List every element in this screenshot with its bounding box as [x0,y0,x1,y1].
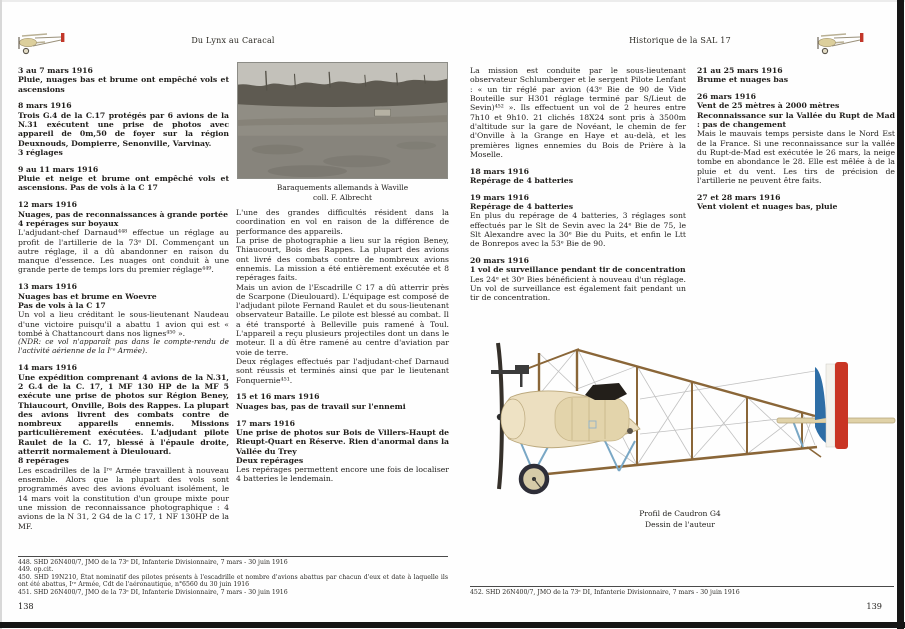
paragraph: Vent de 25 mètres à 2000 mètres [697,101,840,111]
paragraph: Nuages bas, pas de travail sur l'ennemi [236,401,406,411]
scan-edge-top [0,0,905,2]
date-heading: 12 mars 1916 [18,200,77,210]
date-heading: 13 mars 1916 [18,282,77,292]
left-page-header: Du Lynx au Caracal [191,36,275,45]
paragraph: 8 repérages [18,456,69,466]
right-page-footnotes [470,589,894,596]
photo-caption-line: coll. F. Albrecht [313,192,372,202]
paragraph: Nuages bas et brume en Woevre [18,291,157,301]
footnote-divider [470,586,894,587]
date-heading: 17 mars 1916 [236,418,295,428]
photo-caption [236,183,449,202]
right-page-number: 139 [866,601,882,611]
date-heading: 21 au 25 mars 1916 [697,66,783,75]
paragraph: Deux réglages effectués par l'adjudant-chef Darnaud sont réussis et terminés ainsi que par le lieutenant Fonquernie⁴⁵¹. [236,357,449,385]
footnote-line: 449. op.cit. [18,566,54,574]
date-heading: 20 mars 1916 [470,256,529,266]
paragraph: Un vol a lieu créditant le sous-lieutenant Naudeau d'une victoire puisqu'il a abattu 1 avion qui est « tombé à Chattancourt dans nos lignes⁴⁵⁰ ». [18,310,229,338]
paragraph: Vent violent et nuages bas, pluie [697,202,838,212]
caudron-g4-illustration [477,339,897,499]
paragraph: Deux repérages [236,455,304,465]
paragraph: L'une des grandes difficultés résident dans la coordination en vol en raison de la différence de performance des appareils. [236,208,449,236]
footnote-line: 448. SHD 26N400/7, JMO de la 73ᵉ DI, Infanterie Divisionnaire, 7 mars - 30 juin 1916 [18,559,288,566]
date-heading: 27 et 28 mars 1916 [697,192,781,202]
footnote-line: 450. SHD 19N210, État nominatif des pilotes présents à l'escadrille et nombre d'avions abattus par chacun d'eux et date à laquelle ils ont été abattus, Iʳᵉ Armée, Cdt de l'aéronautique, n°6560 du 30 juin 1916 [18,573,448,589]
right-page-column-1 [470,66,686,303]
left-page-column-2 [236,208,449,484]
scan-edge-left [0,0,2,629]
paragraph: 3 réglages [18,148,63,157]
paragraph: Nuages, pas de reconnaissances à grande portée [18,209,228,219]
cockpit [585,383,627,400]
paragraph: 1 vol de surveillance pendant tir de concentration [470,265,686,275]
landing-gear-wheel [521,466,547,492]
paragraph: Pluie et neige et brume ont empêché vols et ascensions. Pas de vols à la C 17 [18,174,229,193]
paragraph: L'adjudant-chef Darnaud⁴⁴⁸ effectue un réglage au profit de l'artillerie de la 73ᵉ DI. Commençant un autre réglage, il a dû abandonner en raison du manque d'essence. Les nuages ont conduit à une grande perte de temps lors du premier réglage⁴⁴⁹. [18,228,229,275]
date-heading: 14 mars 1916 [18,363,77,373]
date-heading: 9 au 11 mars 1916 [18,164,99,174]
date-heading: 15 et 16 mars 1916 [236,392,320,402]
footnote-line: 452. SHD 26N400/7, JMO de la 73ᵉ DI, Infanterie Divisionnaire, 7 mars - 30 juin 1916 [470,589,740,596]
paragraph: Reconnaissance sur la Vallée du Rupt de Mad : pas de changement [697,110,895,130]
left-page-column-1 [18,66,229,531]
paragraph: Trois G.4 de la C.17 protégés par 6 avions de la N.31 exécutent une prise de photos avec appareil de 0m,50 de foyer sur la région Deuxnouds, Dompierre, Senonville, Varvinay. [18,110,229,148]
paragraph: Les escadrilles de la Iʳᵉ Armée travaillent à nouveau ensemble. Alors que la plupart des vols sont programmés avec des avions évoluant isolément, le 14 mars voit la constitution d'un groupe mixte pour une mission de reconnaissance photographique : 4 avions de la N 31, 2 G4 de la C 17, 1 NF 130HP de la MF. [18,465,229,531]
footnote-divider [18,556,448,557]
right-page-column-2 [697,66,895,211]
date-heading: 19 mars 1916 [470,192,529,202]
left-page-footnotes [18,559,448,596]
date-heading: 3 au 7 mars 1916 [18,66,93,75]
photo-german-barracks-waville [237,62,448,179]
paragraph: En plus du repérage de 4 batteries, 3 réglages sont effectués par le Slt de Sevin avec la 24ᵉ Bie de 75, le Slt Alexandre avec la 30ᵉ Bie du Puits, et enfin le Ltt de Bonrepos avec la 53ᵉ Bie de 90. [470,211,686,249]
date-heading: 18 mars 1916 [470,166,529,176]
paragraph: 4 repérages sur boyaux [18,218,119,228]
nacelle [501,383,640,448]
paragraph: Mais le mauvais temps persiste dans le Nord Est de la France. Si une reconnaissance sur la vallée du Rupt-de-Mad est exécutée le 26 mars, la neige tombe en abondance le 28. Elle est mêlée à de la pluie et du vent. Les tirs de précision de l'artillerie ne peuvent être faits. [697,129,895,185]
left-page-number: 138 [18,601,34,611]
paragraph: Une expédition comprenant 4 avions de la N.31, 2 G.4 de la C. 17, 1 MF 130 HP de la MF 5 exécute une prise de photos sur Région Beney, Thiaucourt, Onville, Bois des Rappes. La plupart des avions livrent des combats contre de nombreux appareils ennemis. Missions particulièrement exécutées. L'adjudant pilote Raulet de la C. 17, blessé à l'épaule droite, atterrit normalement à Dieulouard. [18,372,229,457]
paragraph: Les repérages permettent encore une fois de localiser 4 batteries le lendemain. [236,465,449,484]
date-heading: 26 mars 1916 [697,92,756,102]
paragraph: Les 24ᵉ et 30ᵉ Bies bénéficient à nouveau d'un réglage. Un vol de surveillance est également fait pendant un tir de concentration. [470,274,686,303]
paragraph: Pas de vols à la C 17 [18,300,106,310]
rudder-tricolor [815,362,848,449]
illustration-caption-line: Profil de Caudron G4 [639,509,721,518]
paragraph: Mais un avion de l'Escadrille C 17 a dû atterrir près de Scarpone (Dieulouard). L'équipage est composé de l'adjudant pilote Fernand Raulet et du sous-lieutenant observateur Bataille. Le pilote est blessé au combat. Il a été transporté à Belleville puis ramené à Toul. L'appareil a reçu plusieurs projectiles dont un dans le moteur. Il a dû être ramené au centre d'aviation par voie de terre. [236,282,449,357]
paragraph: (NDR: ce vol n'apparaît pas dans le compte-rendu de l'activité aérienne de la Iʳᵉ Armée). [18,337,229,355]
illustration-caption [470,508,890,530]
machine-gun [491,365,529,387]
date-heading: 8 mars 1916 [18,101,72,111]
paragraph: Brume et nuages bas [697,75,789,85]
footnote-line: 451. SHD 26N400/7, JMO de la 73ᵉ DI, Infanterie Divisionnaire, 7 mars - 30 juin 1916 [18,588,288,596]
right-page-header: Historique de la SAL 17 [629,36,731,45]
paragraph: Repérage de 4 batteries [470,202,574,212]
scan-edge-bottom [0,622,905,628]
photo-caption-line: Baraquements allemands à Waville [276,183,409,192]
paragraph: Pluie, nuages bas et brume ont empêché vols et ascensions [18,75,229,94]
paragraph: La mission est conduite par le sous-lieutenant observateur Schlumberger et le sergent Pilote Lenfant : « un tir réglé par avion (43ᵉ Bie de 90 de Vide Bouteille sur H301 réglage terminé par S/Lieut de Sevin)⁴⁵² ». Ils effectuent un vol de 2 heures entre 7h10 et 9h10. 21 clichés 18X24 sont pris à 3500m d'altitude sur la gare de Novéant, le chemin de fer d'Onville à la Grange en Haye et au-delà, et les premières lignes ennemies du Bois de Prière à la Moselle. [470,66,686,159]
scan-edge-right [897,0,904,629]
paragraph: La prise de photographie a lieu sur la région Beney, Thiaucourt, Bois des Rappes. La plupart des avions ont livré des combats contre de nombreux avions ennemis. La mission a été entièrement exécutée et 8 repérages faits. [236,235,449,283]
paragraph: Une prise de photos sur Bois de Villers-Haupt de Rieupt-Quart en Réserve. Rien d'anormal dans la Vallée du Trey [236,427,449,456]
illustration-caption-line: Dessin de l'auteur [645,520,715,529]
paragraph: Repérage de 4 batteries [470,175,574,185]
